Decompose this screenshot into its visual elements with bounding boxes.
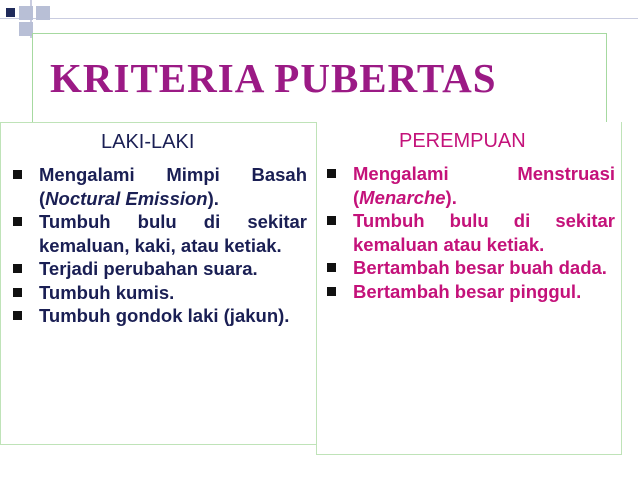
bullet-icon — [327, 263, 336, 272]
decorative-top-line — [0, 18, 638, 19]
bullet-icon — [13, 170, 22, 179]
list-item: Mengalami Menstruasi (Menarche). — [321, 162, 615, 209]
bullet-icon — [13, 311, 22, 320]
bullet-icon — [327, 287, 336, 296]
list-item: Mengalami Mimpi Basah (Noctural Emission). — [7, 163, 307, 210]
list-item: Tumbuh bulu di sekitar kemaluan, kaki, atau ketiak. — [7, 210, 307, 257]
bullet-icon — [327, 216, 336, 225]
bullet-icon — [13, 217, 22, 226]
column-header-laki-laki: LAKI-LAKI — [101, 131, 195, 153]
list-perempuan — [321, 162, 615, 303]
decorative-square-icon — [19, 22, 33, 36]
bullet-icon — [13, 264, 22, 273]
column-perempuan — [316, 122, 622, 455]
decorative-square-icon — [36, 6, 50, 20]
list-item: Bertambah besar buah dada. — [321, 256, 615, 280]
bullet-icon — [327, 169, 336, 178]
slide-title: KRITERIA PUBERTAS — [50, 55, 497, 101]
list-item: Tumbuh gondok laki (jakun). — [7, 304, 307, 328]
list-item: Bertambah besar pinggul. — [321, 280, 615, 304]
list-laki-laki — [7, 163, 307, 328]
list-item: Tumbuh kumis. — [7, 281, 307, 305]
column-header-perempuan: PEREMPUAN — [399, 130, 526, 152]
list-item: Terjadi perubahan suara. — [7, 257, 307, 281]
decorative-square-icon — [19, 6, 33, 20]
bullet-icon — [13, 288, 22, 297]
list-item: Tumbuh bulu di sekitar kemaluan atau ketiak. — [321, 209, 615, 256]
column-laki-laki — [0, 122, 320, 445]
decorative-square-icon — [6, 8, 15, 17]
